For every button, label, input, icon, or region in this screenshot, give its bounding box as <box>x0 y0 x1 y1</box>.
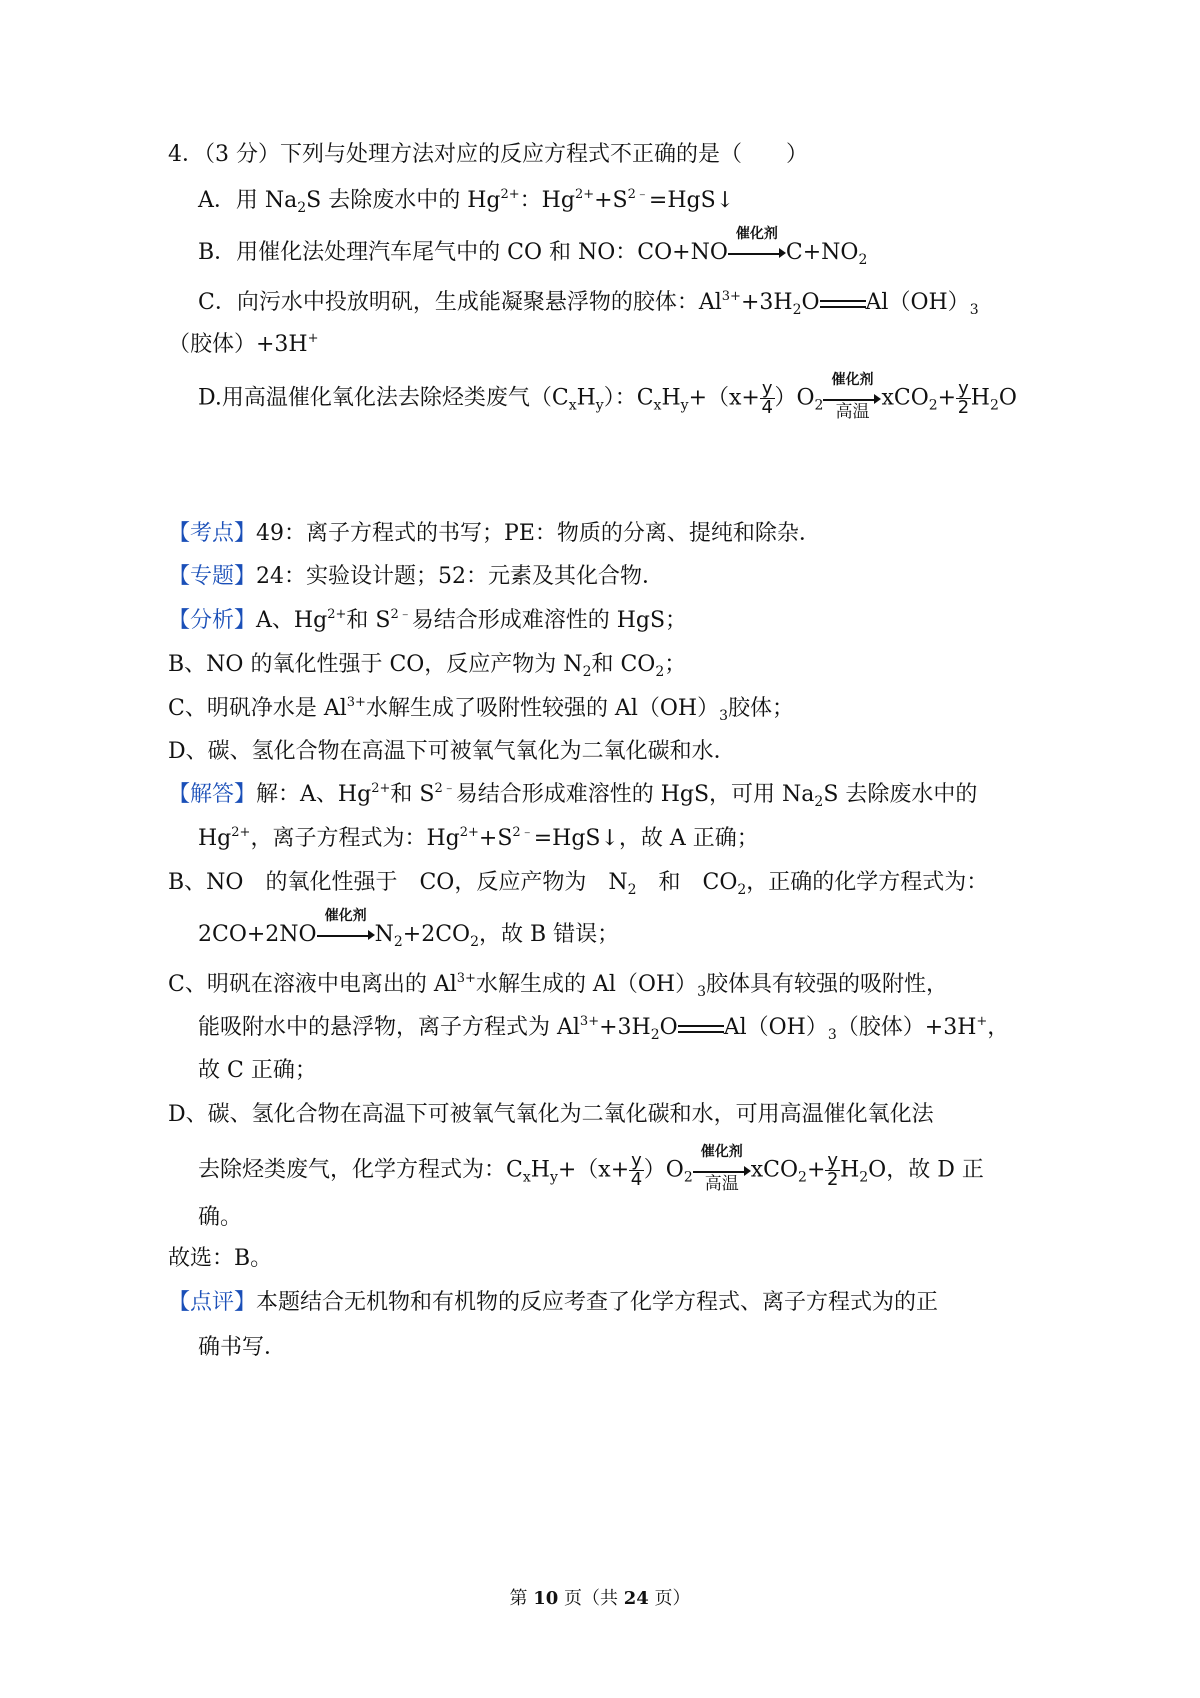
fenxi-line-a: 【分析】A、$Hg^{2+}$和 $S^{2﹣}$易结合形成难溶性的 HgS； <box>168 607 688 633</box>
kaodian-tag: 【考点】 <box>168 521 257 546</box>
dianping-line-2: 确书写． <box>198 1335 287 1360</box>
catalyst-arrow: 催化剂 <box>728 242 786 264</box>
guxuan-line: 故选：B。 <box>168 1246 273 1271</box>
zhuanti-line: 【专题】24：实验设计题；52：元素及其化合物． <box>168 564 665 589</box>
page-number: 10 <box>533 1588 559 1609</box>
jieda-line-d3: 确。 <box>198 1205 243 1230</box>
fenxi-line-d: D、碳、氢化合物在高温下可被氧气氧化为二氧化碳和水． <box>168 739 736 764</box>
dianping-tag: 【点评】 <box>168 1290 257 1315</box>
equilibrium-sign <box>820 293 866 313</box>
jieda-line-d1: D、碳、氢化合物在高温下可被氧气氧化为二氧化碳和水，可用高温催化氧化法 <box>168 1102 934 1127</box>
fenxi-tag: 【分析】 <box>168 608 257 633</box>
catalyst-arrow: 催化剂 <box>317 924 375 946</box>
jieda-line-d2: 去除烃类废气，化学方程式为：$C_xH_y+(x+$ $\frac{y}{4}$ ）$O_2$ 催化剂 高温 xCO$_2$+ $\frac{y}{2}$ $H_2O$，故 D 正 <box>198 1143 984 1194</box>
jieda-line-c1: C、明矾在溶液中电离出的 $Al^{3+}$水解生成的 $Al(OH)_3$胶体具有较强的吸附性， <box>168 971 949 1000</box>
fenxi-line-b: B、NO 的氧化性强于 CO，反应产物为 $N_2$和 $CO_2$； <box>168 652 687 680</box>
dianping-line: 【点评】本题结合无机物和有机物的反应考查了化学方程式、离子方程式为的正 <box>168 1290 939 1315</box>
option-b: B．用催化法处理汽车尾气中的 CO 和 NO：CO+NO 催化剂 $C+NO_2$ <box>198 226 868 268</box>
jieda-line-b1: B、NO 的氧化性强于 CO，反应产物为 $N_2$ 和 $CO_2$，正确的化学方程式为： <box>168 870 989 898</box>
option-c: C．向污水中投放明矾，生成能凝聚悬浮物的胶体：$Al^{3+}+3H_2O$ $Al(OH)_3$ <box>198 289 979 318</box>
fenxi-line-c: C、明矾净水是 $Al^{3+}$水解生成了吸附性较强的 $Al(OH)_3$胶体； <box>168 695 795 724</box>
zhuanti-tag: 【专题】 <box>168 564 257 589</box>
equilibrium-sign <box>678 1018 724 1038</box>
fraction-y-2: $\frac{y}{2}$ <box>827 1150 839 1190</box>
option-d: D.用高温催化氧化法去除烃类废气$(C_xH_y)$：$C_xH_y+(x+$ $\frac{y}{4}$ ）$O_2$ 催化剂 高温 xCO$_2$+ $\frac{y}{2}$ $H_2O$ <box>198 371 1017 422</box>
jieda-tag: 【解答】 <box>168 782 257 807</box>
option-c-cont: （胶体）+3H+ <box>168 331 319 357</box>
jieda-line-a2: $Hg^{2+}$，离子方程式为：$Hg^{2+}+S^{2﹣}=HgS↓$，故 A 正确； <box>198 825 759 851</box>
question-stem: 4．（3 分）下列与处理方法对应的反应方程式不正确的是（ ） <box>168 142 808 167</box>
jieda-line-a1: 【解答】解：A、$Hg^{2+}$和 $S^{2﹣}$易结合形成难溶性的 HgS，可用 $Na_2S$ 去除废水中的 <box>168 781 978 810</box>
page-total: 24 <box>623 1588 649 1609</box>
fraction-y-2: $\frac{y}{2}$ <box>957 378 970 418</box>
jieda-line-b2: 2CO+2NO 催化剂 $N_2+2CO_2$，故 B 错误； <box>198 908 620 950</box>
jieda-line-c3: 故 C 正确； <box>198 1058 317 1083</box>
kaodian-line: 【考点】49：离子方程式的书写；PE：物质的分离、提纯和除杂． <box>168 521 821 546</box>
jieda-line-c2: 能吸附水中的悬浮物，离子方程式为 $Al^{3+}+3H_2O$ $Al(OH)_3$（胶体）+3H+， <box>198 1014 1010 1043</box>
fraction-y-4: $\frac{y}{4}$ <box>761 378 773 418</box>
page-footer: 第 10 页（共 24 页） <box>509 1588 691 1609</box>
catalyst-hightemp-arrow: 催化剂 高温 <box>823 388 881 410</box>
option-a: A．用 $Na_2S$ 去除废水中的 $Hg^{2+}$：$Hg^{2+}+S^{2﹣}=HgS↓$ <box>198 187 735 216</box>
fraction-y-4: $\frac{y}{4}$ <box>630 1150 643 1190</box>
catalyst-hightemp-arrow: 催化剂 高温 <box>693 1160 751 1182</box>
